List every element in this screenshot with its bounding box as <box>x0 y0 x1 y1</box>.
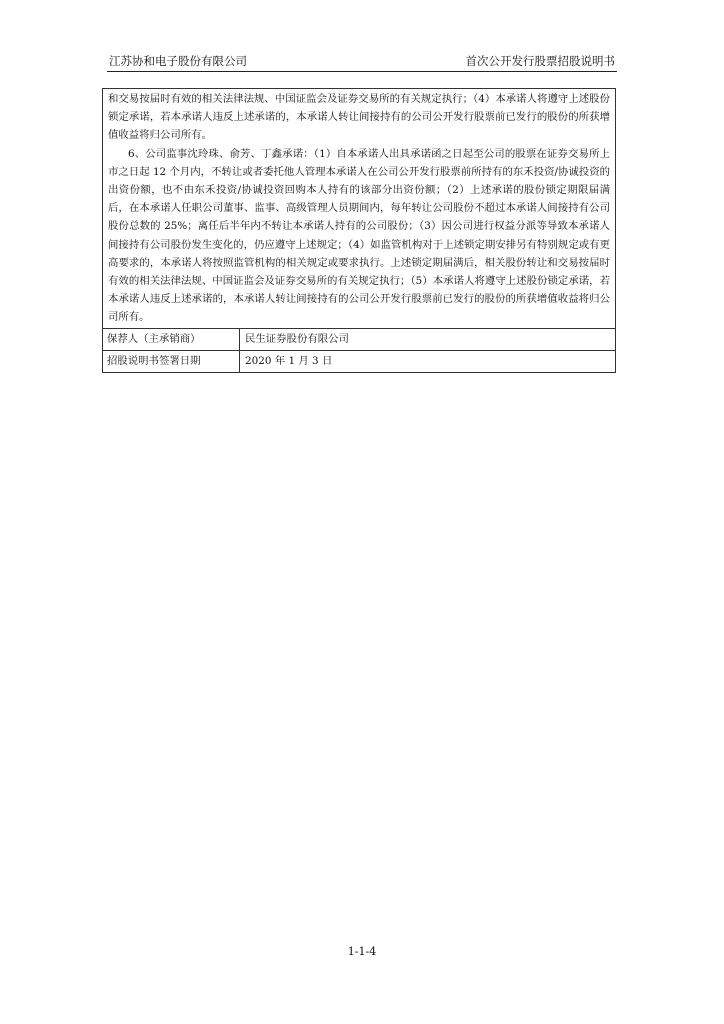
prospectus-table <box>102 88 616 373</box>
signing-date-label: 招股说明书签署日期 <box>103 350 240 372</box>
table-row <box>103 350 616 372</box>
commitment-paragraph-supervisors: 6、公司监事沈玲珠、俞芳、丁鑫承诺：（1）自本承诺人出具承诺函之日起至公司的股票在证券交易所上市之日起 12 个月内，不转让或者委托他人管理本承诺人在公司公开发行股票前所持有的东禾投资/协诚投资的出资份额，也不由东禾投资/协诚投资回购本人持有的该部分出资份额；（2）上述承诺的股份锁定期限届满后，在本承诺人任职公司董事、监事、高级管理人员期间内，每年转让公司股份不超过本承诺人间接持有公司股份总数的 25%；离任后半年内不转让本承诺人持有的公司股份；（3）因公司进行权益分派等导致本承诺人间接持有公司股份发生变化的，仍应遵守上述规定；（4）如监管机构对于上述锁定期安排另有特别规定或有更高要求的，本承诺人将按照监管机构的相关规定或要求执行。上述锁定期届满后，相关股份转让和交易按届时有效的相关法律法规、中国证监会及证券交易所的有关规定执行；（5）本承诺人将遵守上述股份锁定承诺，若本承诺人违反上述承诺的，本承诺人转让间接持有的公司公开发行股票前已发行的股份的所获增值收益将归公司所有。 <box>108 147 610 324</box>
sponsor-label: 保荐人（主承销商） <box>103 328 240 350</box>
commitment-paragraph-continued: 和交易按届时有效的相关法律法规、中国证监会及证券交易所的有关规定执行；（4）本承诺人将遵守上述股份锁定承诺，若本承诺人违反上述承诺的，本承诺人转让间接持有的公司公开发行股票前已发行的股份的所获增值收益将归公司所有。 <box>108 93 610 142</box>
commitment-text-cell <box>103 89 616 329</box>
page-number: 1-1-4 <box>347 945 377 958</box>
signing-date-value: 2020 年 1 月 3 日 <box>240 350 616 372</box>
header-company-name: 江苏协和电子股份有限公司 <box>109 54 247 68</box>
header-divider <box>107 71 617 72</box>
table-row <box>103 328 616 350</box>
commitment-row <box>103 89 616 329</box>
header-document-title: 首次公开发行股票招股说明书 <box>465 54 615 68</box>
page-header <box>107 52 617 70</box>
sponsor-value: 民生证券股份有限公司 <box>240 328 616 350</box>
